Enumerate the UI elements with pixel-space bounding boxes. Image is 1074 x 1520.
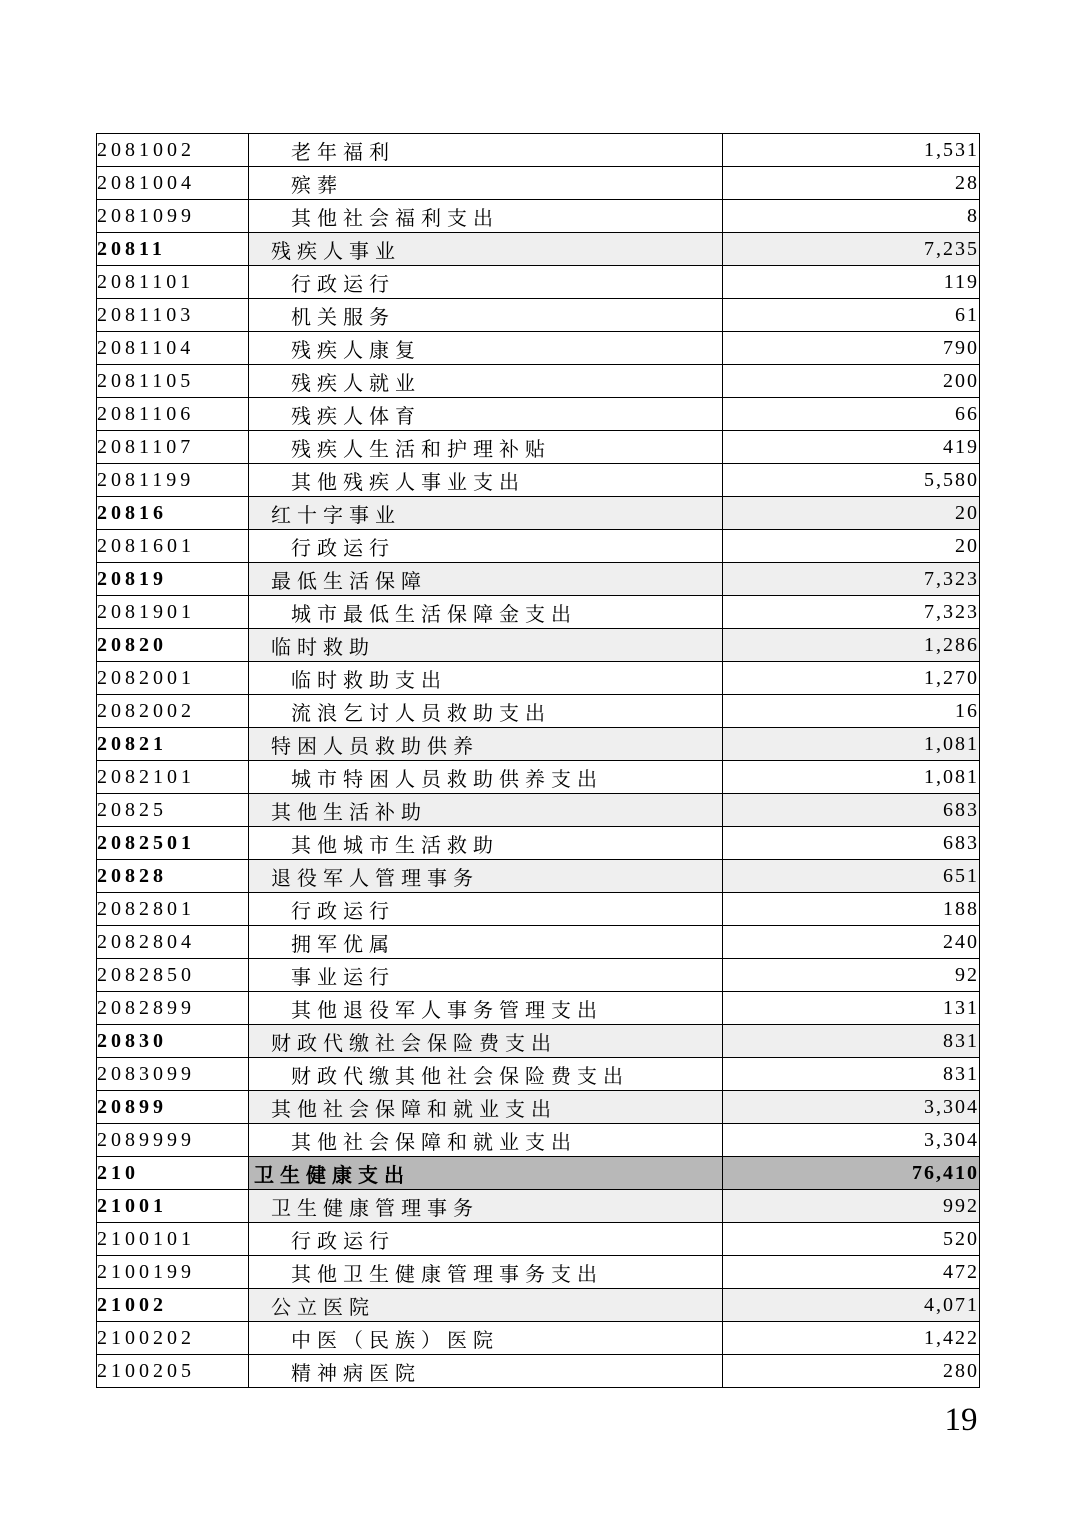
name-cell: 行政运行 <box>249 1223 723 1256</box>
name-cell: 机关服务 <box>249 299 723 332</box>
table-row <box>97 1256 980 1289</box>
code-cell: 20811 <box>97 233 249 266</box>
table-row <box>97 233 980 266</box>
budget-table <box>96 133 980 1388</box>
code-cell: 2100205 <box>97 1355 249 1388</box>
name-cell: 特困人员救助供养 <box>249 728 723 761</box>
table-row <box>97 266 980 299</box>
table-row <box>97 530 980 563</box>
code-cell: 20828 <box>97 860 249 893</box>
code-cell: 2100101 <box>97 1223 249 1256</box>
amount-cell: 1,270 <box>723 662 980 695</box>
table-row <box>97 629 980 662</box>
name-cell: 行政运行 <box>249 266 723 299</box>
code-cell: 2081199 <box>97 464 249 497</box>
name-cell: 行政运行 <box>249 530 723 563</box>
amount-cell: 419 <box>723 431 980 464</box>
code-cell: 2081901 <box>97 596 249 629</box>
amount-cell: 1,081 <box>723 761 980 794</box>
code-cell: 21002 <box>97 1289 249 1322</box>
amount-cell: 7,235 <box>723 233 980 266</box>
name-cell: 中医（民族）医院 <box>249 1322 723 1355</box>
name-cell: 临时救助 <box>249 629 723 662</box>
amount-cell: 119 <box>723 266 980 299</box>
name-cell: 残疾人生活和护理补贴 <box>249 431 723 464</box>
amount-cell: 20 <box>723 530 980 563</box>
amount-cell: 66 <box>723 398 980 431</box>
table-row <box>97 893 980 926</box>
code-cell: 2082501 <box>97 827 249 860</box>
name-cell: 流浪乞讨人员救助支出 <box>249 695 723 728</box>
code-cell: 20816 <box>97 497 249 530</box>
code-cell: 20825 <box>97 794 249 827</box>
table-row <box>97 1223 980 1256</box>
name-cell: 行政运行 <box>249 893 723 926</box>
code-cell: 2081106 <box>97 398 249 431</box>
code-cell: 2083099 <box>97 1058 249 1091</box>
code-cell: 2089999 <box>97 1124 249 1157</box>
table-row <box>97 1190 980 1223</box>
name-cell: 精神病医院 <box>249 1355 723 1388</box>
table-row <box>97 431 980 464</box>
name-cell: 其他残疾人事业支出 <box>249 464 723 497</box>
name-cell: 其他卫生健康管理事务支出 <box>249 1256 723 1289</box>
amount-cell: 1,081 <box>723 728 980 761</box>
table-row <box>97 200 980 233</box>
name-cell: 事业运行 <box>249 959 723 992</box>
table-row <box>97 134 980 167</box>
table-row <box>97 563 980 596</box>
code-cell: 2081002 <box>97 134 249 167</box>
code-cell: 2081601 <box>97 530 249 563</box>
table-row <box>97 497 980 530</box>
table-row <box>97 794 980 827</box>
code-cell: 2081105 <box>97 365 249 398</box>
amount-cell: 8 <box>723 200 980 233</box>
code-cell: 2081107 <box>97 431 249 464</box>
table-row <box>97 596 980 629</box>
code-cell: 2082001 <box>97 662 249 695</box>
code-cell: 21001 <box>97 1190 249 1223</box>
table-row <box>97 1124 980 1157</box>
amount-cell: 683 <box>723 827 980 860</box>
table-row <box>97 1355 980 1388</box>
code-cell: 2081103 <box>97 299 249 332</box>
name-cell: 财政代缴社会保险费支出 <box>249 1025 723 1058</box>
amount-cell: 831 <box>723 1058 980 1091</box>
table-row <box>97 695 980 728</box>
amount-cell: 3,304 <box>723 1091 980 1124</box>
table-row <box>97 860 980 893</box>
name-cell: 殡葬 <box>249 167 723 200</box>
name-cell: 卫生健康支出 <box>249 1157 723 1190</box>
amount-cell: 92 <box>723 959 980 992</box>
name-cell: 最低生活保障 <box>249 563 723 596</box>
amount-cell: 28 <box>723 167 980 200</box>
amount-cell: 1,531 <box>723 134 980 167</box>
table-row <box>97 1157 980 1190</box>
amount-cell: 188 <box>723 893 980 926</box>
table-row <box>97 1025 980 1058</box>
amount-cell: 61 <box>723 299 980 332</box>
name-cell: 公立医院 <box>249 1289 723 1322</box>
table-row <box>97 332 980 365</box>
amount-cell: 131 <box>723 992 980 1025</box>
code-cell: 2082101 <box>97 761 249 794</box>
table-row <box>97 1289 980 1322</box>
code-cell: 20819 <box>97 563 249 596</box>
page-number: 19 <box>944 1402 978 1438</box>
code-cell: 2082804 <box>97 926 249 959</box>
name-cell: 其他生活补助 <box>249 794 723 827</box>
table-row <box>97 926 980 959</box>
amount-cell: 280 <box>723 1355 980 1388</box>
name-cell: 临时救助支出 <box>249 662 723 695</box>
name-cell: 其他社会保障和就业支出 <box>249 1091 723 1124</box>
amount-cell: 5,580 <box>723 464 980 497</box>
name-cell: 城市最低生活保障金支出 <box>249 596 723 629</box>
code-cell: 20830 <box>97 1025 249 1058</box>
name-cell: 残疾人体育 <box>249 398 723 431</box>
code-cell: 210 <box>97 1157 249 1190</box>
code-cell: 2100199 <box>97 1256 249 1289</box>
code-cell: 2100202 <box>97 1322 249 1355</box>
name-cell: 残疾人就业 <box>249 365 723 398</box>
amount-cell: 472 <box>723 1256 980 1289</box>
amount-cell: 200 <box>723 365 980 398</box>
amount-cell: 790 <box>723 332 980 365</box>
table-row <box>97 827 980 860</box>
name-cell: 其他社会福利支出 <box>249 200 723 233</box>
code-cell: 20899 <box>97 1091 249 1124</box>
table-row <box>97 299 980 332</box>
amount-cell: 1,286 <box>723 629 980 662</box>
name-cell: 其他退役军人事务管理支出 <box>249 992 723 1025</box>
table-row <box>97 761 980 794</box>
table-row <box>97 959 980 992</box>
amount-cell: 240 <box>723 926 980 959</box>
table-row <box>97 992 980 1025</box>
code-cell: 20821 <box>97 728 249 761</box>
name-cell: 城市特困人员救助供养支出 <box>249 761 723 794</box>
code-cell: 2082801 <box>97 893 249 926</box>
table-row <box>97 1058 980 1091</box>
name-cell: 拥军优属 <box>249 926 723 959</box>
code-cell: 2082850 <box>97 959 249 992</box>
name-cell: 其他社会保障和就业支出 <box>249 1124 723 1157</box>
amount-cell: 520 <box>723 1223 980 1256</box>
amount-cell: 683 <box>723 794 980 827</box>
name-cell: 其他城市生活救助 <box>249 827 723 860</box>
amount-cell: 4,071 <box>723 1289 980 1322</box>
amount-cell: 7,323 <box>723 563 980 596</box>
code-cell: 2081101 <box>97 266 249 299</box>
table-row <box>97 1091 980 1124</box>
table-row <box>97 398 980 431</box>
name-cell: 残疾人事业 <box>249 233 723 266</box>
code-cell: 2082002 <box>97 695 249 728</box>
code-cell: 20820 <box>97 629 249 662</box>
budget-table-body <box>97 134 980 1388</box>
table-row <box>97 728 980 761</box>
name-cell: 财政代缴其他社会保险费支出 <box>249 1058 723 1091</box>
amount-cell: 651 <box>723 860 980 893</box>
name-cell: 退役军人管理事务 <box>249 860 723 893</box>
code-cell: 2081104 <box>97 332 249 365</box>
name-cell: 卫生健康管理事务 <box>249 1190 723 1223</box>
name-cell: 老年福利 <box>249 134 723 167</box>
code-cell: 2081099 <box>97 200 249 233</box>
amount-cell: 831 <box>723 1025 980 1058</box>
table-row <box>97 365 980 398</box>
amount-cell: 16 <box>723 695 980 728</box>
amount-cell: 76,410 <box>723 1157 980 1190</box>
amount-cell: 20 <box>723 497 980 530</box>
amount-cell: 1,422 <box>723 1322 980 1355</box>
code-cell: 2082899 <box>97 992 249 1025</box>
name-cell: 残疾人康复 <box>249 332 723 365</box>
table-row <box>97 167 980 200</box>
table-row <box>97 1322 980 1355</box>
table-row <box>97 464 980 497</box>
amount-cell: 3,304 <box>723 1124 980 1157</box>
amount-cell: 7,323 <box>723 596 980 629</box>
name-cell: 红十字事业 <box>249 497 723 530</box>
table-row <box>97 662 980 695</box>
code-cell: 2081004 <box>97 167 249 200</box>
amount-cell: 992 <box>723 1190 980 1223</box>
